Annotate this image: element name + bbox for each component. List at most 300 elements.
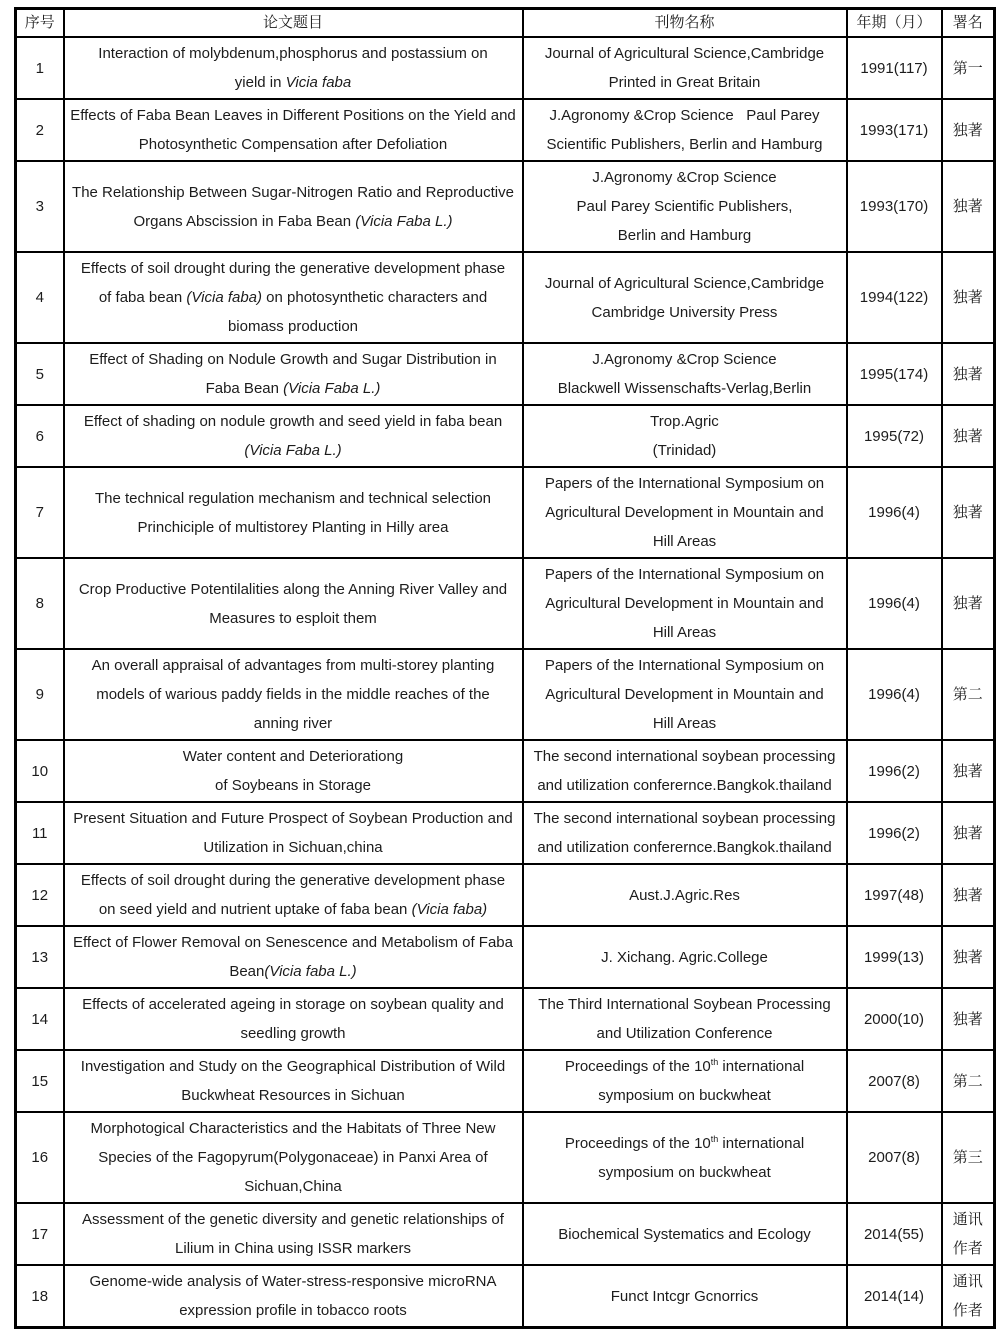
text-segment: Biochemical Systematics and Ecology: [558, 1225, 811, 1243]
cell-line: [17, 1005, 63, 1034]
cell-line: [524, 130, 846, 159]
cell-line: [524, 407, 846, 436]
text-segment: Effects of accelerated ageing in storage on soybean quality and: [82, 996, 504, 1013]
text-segment: Agricultural Development in Mountain and: [545, 595, 824, 612]
cell-role: [942, 802, 995, 864]
cell-issue: [847, 343, 942, 405]
header-label: 署名: [952, 14, 983, 31]
header-label: 论文题目: [262, 14, 323, 31]
cell-role: [942, 649, 995, 740]
cell-journal: [523, 1050, 847, 1112]
cell-line: [65, 651, 522, 680]
cell-title: [64, 1203, 523, 1265]
text-segment: 1996(2): [868, 762, 920, 780]
cell-index: [16, 988, 64, 1050]
cell-role: [942, 99, 995, 161]
text-segment: Berlin and Hamburg: [617, 227, 752, 244]
text-segment: 16: [31, 1149, 49, 1166]
cell-line: [943, 1296, 994, 1325]
superscript-text: th: [710, 1133, 719, 1144]
cell-line: [17, 680, 63, 709]
cell-line: [65, 254, 522, 283]
cell-title: [64, 343, 523, 405]
cell-title: [64, 558, 523, 649]
cell-title: [64, 252, 523, 343]
text-segment: 第二: [952, 686, 983, 703]
text-segment: Effect of shading on nodule growth and seed yield in faba bean: [83, 413, 503, 430]
cell-journal: [523, 99, 847, 161]
text-segment: and utilization conferernce.Bangkok.thailand: [537, 839, 832, 856]
text-segment: 2: [35, 121, 44, 139]
table-row: [16, 37, 995, 99]
italic-text: (Vicia faba): [186, 289, 263, 306]
cell-line: [848, 589, 941, 618]
cell-line: [943, 1234, 994, 1263]
table-row: [16, 1203, 995, 1265]
cell-line: [943, 283, 994, 312]
italic-text: (Vicia Faba L.): [355, 212, 453, 230]
italic-text: (Vicia Faba L.): [244, 442, 342, 459]
cell-line: [17, 943, 63, 972]
cell-line: [943, 498, 994, 527]
cell-line: [524, 618, 846, 647]
cell-index: [16, 99, 64, 161]
cell-issue: [847, 1112, 942, 1203]
table-row: [16, 252, 995, 343]
cell-line: [943, 589, 994, 618]
cell-journal: [523, 1203, 847, 1265]
cell-line: [524, 298, 846, 327]
cell-line: [17, 1282, 63, 1311]
cell-line: [524, 742, 846, 771]
text-segment: J.Agronomy &Crop Science: [592, 351, 777, 368]
text-segment: 独著: [952, 595, 983, 612]
cell-issue: [847, 161, 942, 252]
cell-journal: [523, 802, 847, 864]
text-segment: international: [718, 1134, 805, 1152]
text-segment: models of warious paddy fields in the middle reaches of the: [96, 686, 490, 703]
text-segment: 1996(4): [868, 595, 920, 612]
cell-line: [17, 116, 63, 145]
cell-issue: [847, 467, 942, 558]
text-segment: Papers of the International Symposium on: [544, 566, 825, 583]
text-segment: Assessment of the genetic diversity and genetic relationships of: [82, 1211, 504, 1228]
cell-journal: [523, 864, 847, 926]
cell-line: [943, 192, 994, 221]
text-segment: Proceedings of the 10: [564, 1134, 711, 1152]
text-segment: 14: [31, 1010, 49, 1028]
cell-title: [64, 161, 523, 252]
cell-title: [64, 467, 523, 558]
cell-role: [942, 1265, 995, 1328]
cell-issue: [847, 1203, 942, 1265]
cell-line: [943, 360, 994, 389]
cell-line: [17, 54, 63, 83]
text-segment: (Trinidad): [652, 442, 717, 459]
cell-line: [524, 680, 846, 709]
cell-title: [64, 1050, 523, 1112]
text-segment: Paul Parey Scientific Publishers,: [576, 198, 793, 215]
cell-index: [16, 37, 64, 99]
header-row: [16, 9, 995, 38]
cell-line: [524, 1220, 846, 1249]
text-segment: 独著: [952, 1010, 983, 1028]
table-row: [16, 558, 995, 649]
cell-line: [65, 928, 522, 957]
cell-issue: [847, 1265, 942, 1328]
text-segment: Effects of soil drought during the generative development phase: [80, 872, 506, 889]
text-segment: 独著: [952, 824, 983, 842]
cell-index: [16, 1050, 64, 1112]
cell-line: [524, 833, 846, 862]
text-segment: Blackwell Wissenschafts-Verlag,Berlin: [557, 380, 812, 397]
text-segment: 独著: [952, 365, 983, 383]
cell-line: [65, 1081, 522, 1110]
cell-line: [524, 527, 846, 556]
publications-page: [14, 7, 996, 1329]
text-segment: 6: [35, 427, 44, 445]
cell-line: [65, 312, 522, 341]
cell-line: [524, 560, 846, 589]
cell-journal: [523, 343, 847, 405]
cell-line: [848, 881, 941, 910]
superscript-text: th: [710, 1057, 719, 1067]
cell-role: [942, 467, 995, 558]
cell-line: [943, 819, 994, 848]
cell-line: [65, 575, 522, 604]
cell-line: [65, 990, 522, 1019]
text-segment: Bean: [229, 963, 265, 980]
text-segment: 2007(8): [868, 1072, 920, 1090]
cell-line: [65, 1052, 522, 1081]
cell-line: [524, 39, 846, 68]
text-segment: 9: [35, 686, 44, 703]
cell-title: [64, 926, 523, 988]
cell-line: [943, 1067, 994, 1096]
cell-line: [17, 819, 63, 848]
cell-line: [848, 1067, 941, 1096]
text-segment: symposium on buckwheat: [598, 1163, 771, 1181]
italic-text: (Vicia Faba L.): [283, 380, 381, 397]
cell-line: [848, 1220, 941, 1249]
text-segment: Proceedings of the 10: [564, 1058, 711, 1075]
text-segment: 独著: [952, 948, 983, 966]
cell-role: [942, 405, 995, 467]
text-segment: Effects of Faba Bean Leaves in Different Positions on the Yield and: [70, 107, 516, 124]
table-row: [16, 343, 995, 405]
cell-journal: [523, 405, 847, 467]
text-segment: Faba Bean: [205, 380, 284, 397]
cell-line: [524, 345, 846, 374]
text-segment: 独著: [952, 504, 983, 521]
text-segment: 2000(10): [863, 1010, 925, 1028]
text-segment: 第三: [952, 1149, 983, 1166]
header-label: 刊物名称: [654, 14, 715, 31]
cell-role: [942, 252, 995, 343]
cell-line: [848, 943, 941, 972]
header-label: 年期（月）: [856, 14, 932, 31]
text-segment: Agricultural Development in Mountain and: [545, 504, 824, 521]
text-segment: 13: [31, 948, 49, 966]
cell-line: [17, 589, 63, 618]
cell-journal: [523, 37, 847, 99]
cell-line: [65, 895, 522, 924]
text-segment: Utilization in Sichuan,china: [203, 839, 383, 856]
cell-line: [943, 757, 994, 786]
table-body: [16, 37, 995, 1328]
cell-line: [524, 1052, 846, 1081]
text-segment: The second international soybean processing: [533, 810, 836, 827]
text-segment: 1993(170): [859, 198, 929, 215]
italic-text: (Vicia faba): [411, 901, 488, 918]
cell-line: [65, 1205, 522, 1234]
text-segment: 1994(122): [859, 289, 929, 306]
cell-line: [524, 436, 846, 465]
text-segment: 11: [31, 824, 48, 842]
cell-title: [64, 864, 523, 926]
cell-title: [64, 99, 523, 161]
text-segment: 1995(174): [859, 365, 929, 383]
cell-role: [942, 926, 995, 988]
text-segment: Agricultural Development in Mountain and: [545, 686, 824, 703]
cell-line: [524, 68, 846, 97]
text-segment: and Utilization Conference: [596, 1025, 773, 1042]
text-segment: 18: [31, 1287, 49, 1305]
text-segment: Printed in Great Britain: [608, 74, 761, 91]
cell-line: [524, 804, 846, 833]
cell-line: [524, 269, 846, 298]
text-segment: 作者: [952, 1240, 983, 1257]
cell-line: [848, 192, 941, 221]
table-row: [16, 1050, 995, 1112]
cell-index: [16, 343, 64, 405]
text-segment: biomass production: [227, 318, 359, 335]
text-segment: 1997(48): [863, 886, 925, 904]
cell-issue: [847, 1050, 942, 1112]
text-segment: 作者: [952, 1302, 983, 1319]
cell-line: [65, 101, 522, 130]
text-segment: Investigation and Study on the Geographical Distribution of Wild: [80, 1058, 506, 1075]
text-segment: on seed yield and nutrient uptake of faba bean: [98, 901, 412, 918]
text-segment: Hill Areas: [652, 533, 717, 550]
publications-table: [14, 7, 996, 1329]
text-segment: Present Situation and Future Prospect of Soybean Production and: [73, 810, 513, 827]
cell-issue: [847, 864, 942, 926]
cell-line: [65, 39, 522, 68]
cell-line: [17, 192, 63, 221]
cell-line: [848, 54, 941, 83]
cell-role: [942, 37, 995, 99]
cell-line: [943, 680, 994, 709]
cell-journal: [523, 252, 847, 343]
text-segment: Princhiciple of multistorey Planting in Hilly area: [137, 518, 449, 536]
text-segment: Morphotogical Characteristics and the Habitats of Three New: [90, 1120, 496, 1137]
text-segment: 通讯: [952, 1273, 983, 1290]
cell-line: [524, 990, 846, 1019]
table-row: [16, 1265, 995, 1328]
table-row: [16, 467, 995, 558]
text-segment: Effects of soil drought during the generative development phase: [80, 260, 506, 277]
text-segment: 15: [31, 1072, 49, 1090]
cell-title: [64, 649, 523, 740]
cell-line: [524, 498, 846, 527]
text-segment: 独著: [952, 198, 983, 215]
cell-issue: [847, 37, 942, 99]
cell-line: [524, 709, 846, 738]
cell-line: [943, 1205, 994, 1234]
cell-line: [65, 1267, 522, 1296]
text-segment: Water content and Deteriorationg: [182, 748, 404, 765]
text-segment: 17: [31, 1225, 49, 1243]
cell-role: [942, 1112, 995, 1203]
cell-journal: [523, 740, 847, 802]
text-segment: The Relationship Between Sugar-Nitrogen Ratio and Reproductive: [72, 183, 514, 201]
cell-index: [16, 1112, 64, 1203]
cell-journal: [523, 467, 847, 558]
text-segment: Journal of Agricultural Science,Cambridge: [544, 45, 825, 62]
text-segment: and utilization conferernce.Bangkok.thailand: [537, 777, 832, 794]
cell-issue: [847, 649, 942, 740]
cell-line: [943, 1005, 994, 1034]
cell-line: [65, 407, 522, 436]
cell-journal: [523, 1265, 847, 1328]
cell-index: [16, 467, 64, 558]
cell-journal: [523, 649, 847, 740]
cell-line: [943, 1267, 994, 1296]
cell-line: [524, 221, 846, 250]
cell-role: [942, 1050, 995, 1112]
cell-line: [17, 498, 63, 527]
text-segment: Trop.Agric: [650, 413, 719, 430]
text-segment: The technical regulation mechanism and technical selection: [94, 489, 492, 507]
cell-line: [17, 881, 63, 910]
cell-line: [524, 943, 846, 972]
text-segment: Effect of Shading on Nodule Growth and Sugar Distribution in: [89, 351, 497, 368]
cell-line: [524, 881, 846, 910]
italic-text: (Vicia faba L.): [264, 963, 357, 980]
col-header-journal: [523, 9, 847, 38]
cell-line: [65, 742, 522, 771]
cell-line: [848, 1282, 941, 1311]
cell-line: [65, 130, 522, 159]
text-segment: 1996(4): [868, 686, 920, 703]
cell-role: [942, 558, 995, 649]
cell-line: [848, 1005, 941, 1034]
table-row: [16, 1112, 995, 1203]
cell-line: [943, 116, 994, 145]
cell-line: [943, 54, 994, 83]
cell-line: [943, 943, 994, 972]
text-segment: international: [718, 1058, 805, 1075]
text-segment: Crop Productive Potentilalities along the Anning River Valley and: [78, 580, 508, 598]
cell-title: [64, 740, 523, 802]
text-segment: The Third International Soybean Processing: [538, 996, 831, 1013]
cell-line: [65, 374, 522, 403]
text-segment: Cambridge University Press: [591, 303, 778, 321]
cell-role: [942, 161, 995, 252]
cell-line: [65, 345, 522, 374]
cell-line: [524, 589, 846, 618]
cell-role: [942, 343, 995, 405]
table-row: [16, 864, 995, 926]
table-row: [16, 802, 995, 864]
cell-journal: [523, 558, 847, 649]
cell-line: [65, 709, 522, 738]
table-row: [16, 161, 995, 252]
cell-line: [848, 1143, 941, 1172]
cell-title: [64, 37, 523, 99]
text-segment: Hill Areas: [652, 715, 717, 732]
cell-journal: [523, 926, 847, 988]
cell-line: [848, 422, 941, 451]
text-segment: 独著: [952, 762, 983, 780]
cell-index: [16, 405, 64, 467]
cell-line: [17, 1220, 63, 1249]
col-header-title: [64, 9, 523, 38]
text-segment: 5: [35, 365, 44, 383]
table-row: [16, 405, 995, 467]
text-segment: Photosynthetic Compensation after Defoliation: [138, 136, 448, 153]
col-header-role: [942, 9, 995, 38]
text-segment: Sichuan,China: [244, 1178, 342, 1195]
cell-role: [942, 740, 995, 802]
cell-line: [65, 833, 522, 862]
cell-issue: [847, 740, 942, 802]
text-segment: 独著: [952, 289, 983, 306]
text-segment: 1996(2): [868, 824, 920, 842]
text-segment: Genome-wide analysis of Water-stress-responsive microRNA: [89, 1273, 497, 1290]
cell-title: [64, 988, 523, 1050]
table-row: [16, 926, 995, 988]
cell-title: [64, 405, 523, 467]
text-segment: 1991(117): [860, 59, 928, 77]
col-header-index: [16, 9, 64, 38]
text-segment: The second international soybean processing: [533, 748, 836, 765]
cell-title: [64, 1112, 523, 1203]
cell-line: [65, 1019, 522, 1048]
cell-line: [65, 957, 522, 986]
cell-journal: [523, 1112, 847, 1203]
cell-index: [16, 558, 64, 649]
cell-line: [943, 881, 994, 910]
text-segment: 1999(13): [863, 948, 925, 966]
text-segment: 2014(55): [863, 1225, 925, 1243]
text-segment: Funct Intcgr Gcnorrics: [610, 1287, 759, 1305]
cell-issue: [847, 99, 942, 161]
text-segment: Organs Abscission in Faba Bean: [133, 212, 356, 230]
text-segment: 10: [31, 762, 49, 780]
cell-line: [65, 68, 522, 97]
cell-line: [524, 1282, 846, 1311]
text-segment: An overall appraisal of advantages from multi-storey planting: [91, 657, 495, 674]
cell-line: [65, 513, 522, 542]
text-segment: J.Agronomy &Crop Science Paul Parey: [549, 107, 820, 124]
table-row: [16, 649, 995, 740]
cell-line: [17, 757, 63, 786]
cell-journal: [523, 161, 847, 252]
cell-line: [524, 192, 846, 221]
text-segment: 第二: [952, 1072, 983, 1090]
cell-line: [17, 283, 63, 312]
text-segment: Interaction of molybdenum,phosphorus and postassium on: [98, 45, 488, 62]
cell-line: [17, 1067, 63, 1096]
text-segment: Measures to esploit them: [209, 609, 377, 627]
text-segment: 独著: [952, 121, 983, 139]
cell-line: [65, 1234, 522, 1263]
text-segment: 8: [35, 595, 44, 612]
text-segment: expression profile in tobacco roots: [179, 1302, 407, 1319]
cell-index: [16, 1203, 64, 1265]
